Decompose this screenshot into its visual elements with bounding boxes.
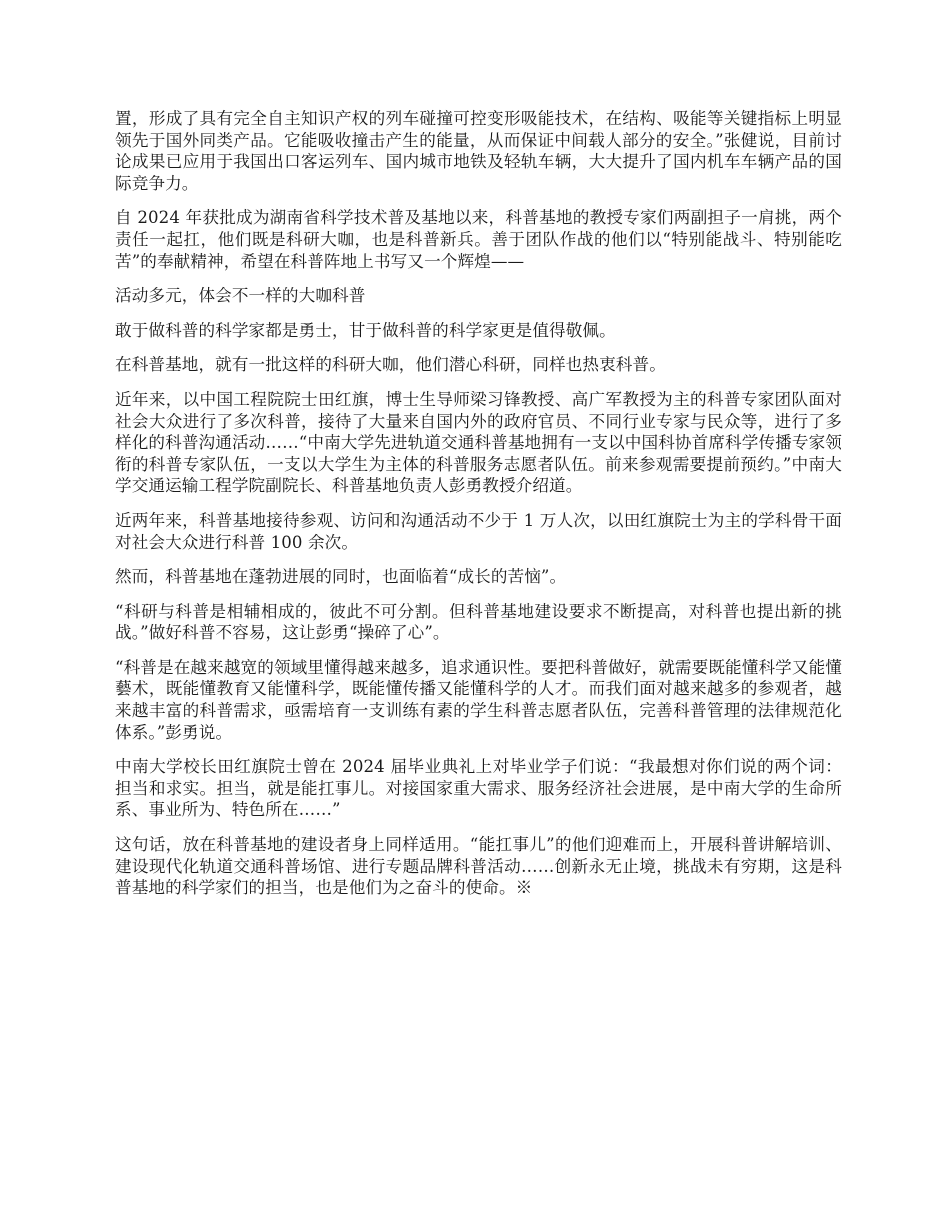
paragraph: 中南大学校长田红旗院士曾在 2024 届毕业典礼上对毕业学子们说：“我最想对你们说的两个词：担当和求实。担当，就是能扛事儿。对接国家重大需求、服务经济社会进展，是中南大学的生命所系、事业所为、特色所在……” bbox=[115, 757, 842, 820]
document-body bbox=[115, 108, 842, 912]
paragraph: 在科普基地，就有一批这样的科研大咖，他们潜心科研，同样也热衷科普。 bbox=[115, 355, 666, 375]
paragraph: 敢于做科普的科学家都是勇士，甘于做科普的科学家更是值得敬佩。 bbox=[115, 320, 616, 340]
paragraph: “科普是在越来越宽的领域里懂得越来越多，追求通识性。要把科普做好，就需要既能懂科学又能懂藝术，既能懂教育又能懂科学，既能懂传播又能懂科学的人才。而我们面对越来越多的参观者，越来越丰富的科普需求，亟需培育一支训练有素的学生科普志愿者队伍，完善科普管理的法律规范化体系。”彭勇说。 bbox=[115, 657, 842, 742]
paragraph: 自 2024 年获批成为湖南省科学技术普及基地以来，科普基地的教授专家们两副担子一肩挑，两个责任一起扛，他们既是科研大咖，也是科普新兵。善于团队作战的他们以“特别能战斗、特别能吃苦”的奉献精神，希望在科普阵地上书写又一个辉煌—— bbox=[115, 208, 842, 271]
paragraph: 置，形成了具有完全自主知识产权的列车碰撞可控变形吸能技术，在结构、吸能等关键指标上明显领先于国外同类产品。它能吸收撞击产生的能量，从而保证中间载人部分的安全。”张健说，目前讨论成果已应用于我国出口客运列车、国内城市地铁及轻轨车辆，大大提升了国内机车车辆产品的国际竞争力。 bbox=[115, 109, 842, 193]
section-heading: 活动多元，体会不一样的大咖科普 bbox=[115, 286, 366, 306]
paragraph: 这句话，放在科普基地的建设者身上同样适用。“能扛事儿”的他们迎难而上，开展科普讲解培训、建设现代化轨道交通科普场馆、进行专题品牌科普活动……创新永无止境，挑战未有穷期，这是科普基地的科学家们的担当，也是他们为之奋斗的使命。※ bbox=[115, 835, 842, 898]
paragraph: 然而，科普基地在蓬勃进展的同时，也面临着“成长的苦恼”。 bbox=[115, 567, 567, 587]
paragraph: “科研与科普是相辅相成的，彼此不可分割。但科普基地建设要求不断提高，对科普也提出新的挑战。”做好科普不容易，这让彭勇“操碎了心”。 bbox=[115, 601, 842, 643]
paragraph: 近两年来，科普基地接待参观、访问和沟通活动不少于 1 万人次，以田红旗院士为主的学科骨干面对社会大众进行科普 100 余次。 bbox=[115, 510, 842, 552]
paragraph: 近年来，以中国工程院院士田红旗，博士生导师梁习锋教授、高广军教授为主的科普专家团队面对社会大众进行了多次科普，接待了大量来自国内外的政府官员、不同行业专家与民众等，进行了多样化的科普沟通活动……“中南大学先进轨道交通科普基地拥有一支以中国科协首席科学传播专家领衔的科普专家队伍，一支以大学生为主体的科普服务志愿者队伍。前来参观需要提前预约。”中南大学交通运输工程学院副院长、科普基地负责人彭勇教授介绍道。 bbox=[115, 389, 842, 496]
